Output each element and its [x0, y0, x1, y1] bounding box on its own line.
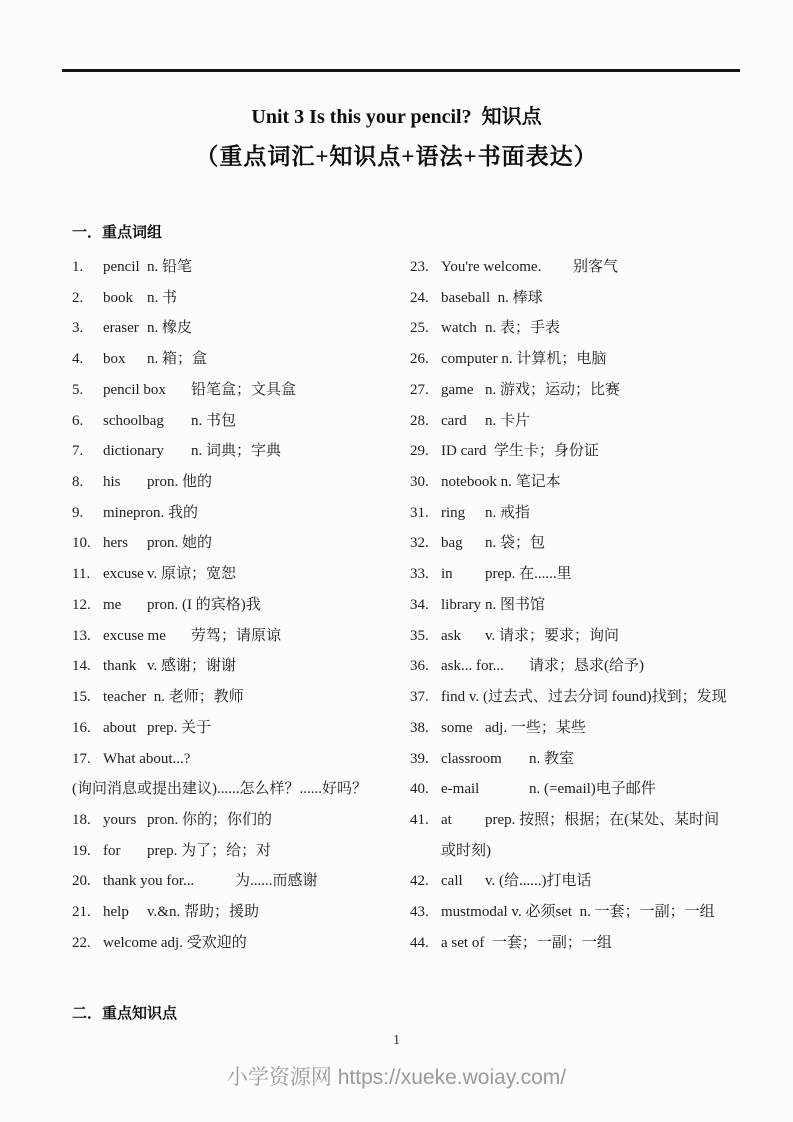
- item-number: 16.: [72, 719, 91, 736]
- item-text: thank you for... 为......而感谢: [103, 873, 318, 890]
- item-text: library n. 图书馆: [441, 596, 546, 613]
- item-text: pencil n. 铅笔: [103, 259, 193, 275]
- item-text: some adj. 一些；某些: [441, 719, 586, 736]
- item-text: book n. 书: [103, 289, 178, 306]
- item-text: minepron. 我的: [103, 504, 198, 521]
- item-number: 34.: [410, 596, 429, 613]
- item-text: about prep. 关于: [103, 719, 212, 736]
- header-rule: [62, 69, 740, 72]
- item-text: thank v. 感谢；谢谢: [103, 658, 237, 675]
- vocab-item: [410, 866, 732, 897]
- item-text: welcome adj. 受欢迎的: [103, 934, 247, 951]
- item-number: 39.: [410, 750, 429, 767]
- item-text: mustmodal v. 必须set n. 一套；一副；一组: [441, 904, 715, 921]
- page-subtitle: （重点词汇+知识点+语法+书面表达）: [195, 144, 598, 169]
- vocab-item: [410, 467, 732, 498]
- item-number: 33.: [410, 566, 429, 583]
- item-number: 37.: [410, 689, 429, 706]
- vocab-item: [72, 897, 410, 928]
- footer-watermark: 小学资源网 https://xueke.woiay.com/: [226, 1066, 567, 1089]
- item-number: 3.: [72, 320, 84, 337]
- item-number: 40.: [410, 781, 429, 798]
- vocab-item: [410, 313, 732, 344]
- page-number: 1: [393, 1032, 400, 1047]
- vocab-item: [410, 805, 732, 836]
- item-number: 36.: [410, 658, 429, 675]
- item-text: What about...?: [103, 750, 191, 767]
- item-text: schoolbag n. 书包: [103, 412, 237, 429]
- item-number: 23.: [410, 259, 429, 275]
- item-number: 13.: [72, 627, 91, 644]
- item-number: 14.: [72, 658, 91, 675]
- item-text: game n. 游戏；运动；比赛: [441, 381, 621, 398]
- item-number: 22.: [72, 934, 91, 951]
- item-text: ID card 学生卡；身份证: [441, 443, 599, 460]
- vocab-item: [72, 590, 410, 621]
- vocab-item: [72, 928, 410, 959]
- vocab-item: [410, 744, 732, 775]
- vocab-item: [410, 283, 732, 314]
- item-number: 8.: [72, 474, 84, 491]
- item-text: excuse v. 原谅；宽恕: [103, 566, 237, 583]
- item-text: baseball n. 棒球: [441, 289, 543, 306]
- item-text: classroom n. 教室: [441, 750, 575, 767]
- item-number: 43.: [410, 904, 429, 921]
- item-text: hers pron. 她的: [103, 535, 212, 552]
- item-number: 35.: [410, 627, 429, 644]
- item-text: help v.&n. 帮助；援助: [103, 904, 259, 921]
- item-number: 12.: [72, 596, 91, 613]
- item-number: 26.: [410, 351, 429, 368]
- item-number: 31.: [410, 504, 429, 521]
- vocab-item: [72, 744, 410, 775]
- item-number: 18.: [72, 811, 91, 828]
- vocab-item: [72, 621, 410, 652]
- vocab-item: [72, 836, 410, 867]
- item-continuation: 或时刻): [441, 842, 491, 859]
- page-title: Unit 3 Is this your pencil? 知识点: [251, 106, 542, 128]
- item-number: 30.: [410, 474, 429, 491]
- item-text: in prep. 在......里: [441, 566, 572, 583]
- vocab-item: [72, 406, 410, 437]
- item-number: 15.: [72, 689, 91, 706]
- item-text: ask... for... 请求；恳求(给予): [441, 658, 644, 675]
- item-number: 20.: [72, 873, 91, 890]
- item-text: find v. (过去式、过去分词 found)找到；发现: [441, 689, 727, 706]
- item-text: for prep. 为了；给；对: [103, 842, 272, 859]
- vocab-item: [72, 344, 410, 375]
- vocab-item: [72, 559, 410, 590]
- vocab-item: [410, 406, 732, 437]
- vocab-item: [410, 436, 732, 467]
- item-number: 28.: [410, 412, 429, 429]
- item-number: 4.: [72, 351, 84, 368]
- vocab-item: [72, 436, 410, 467]
- item-number: 41.: [410, 811, 429, 828]
- item-text: notebook n. 笔记本: [441, 474, 561, 491]
- item-text: me pron. (I 的宾格)我: [103, 596, 261, 613]
- vocab-item: [410, 344, 732, 375]
- item-text: eraser n. 橡皮: [103, 320, 193, 337]
- item-text: a set of 一套；一副；一组: [441, 934, 612, 951]
- vocab-item: [72, 467, 410, 498]
- item-number: 42.: [410, 873, 429, 890]
- item-number: 44.: [410, 934, 429, 951]
- vocab-item: [410, 375, 732, 406]
- item-text: card n. 卡片: [441, 412, 531, 429]
- item-text: teacher n. 老师；教师: [103, 689, 244, 706]
- vocab-item: [410, 498, 732, 529]
- item-number: 21.: [72, 904, 91, 921]
- item-number: 29.: [410, 443, 429, 460]
- item-text: excuse me 劳驾；请原谅: [103, 627, 282, 644]
- item-text: box n. 箱；盒: [103, 351, 208, 368]
- vocab-column-right: [410, 252, 732, 959]
- item-continuation: (询问消息或提出建议)......怎么样？......好吗？: [72, 781, 367, 798]
- item-text: e-mail n. (=email)电子邮件: [441, 781, 656, 798]
- vocab-column-left: [72, 252, 410, 959]
- item-number: 11.: [72, 566, 91, 583]
- section-heading-key-points: 二．重点知识点: [72, 1005, 178, 1022]
- vocab-item: [410, 713, 732, 744]
- vocab-item: [72, 682, 410, 713]
- item-text: watch n. 表；手表: [441, 320, 561, 337]
- vocab-item: [72, 375, 410, 406]
- vocab-item: [72, 313, 410, 344]
- vocab-item: [72, 713, 410, 744]
- vocab-item: [410, 252, 732, 283]
- vocab-item: [410, 774, 732, 805]
- item-text: ask v. 请求；要求；询问: [441, 627, 620, 644]
- item-text: call v. (给......)打电话: [441, 873, 592, 890]
- item-text: his pron. 他的: [103, 474, 212, 491]
- item-text: You're welcome. 别客气: [441, 259, 619, 275]
- vocab-item: [72, 651, 410, 682]
- vocab-item: [72, 252, 410, 283]
- item-number: 5.: [72, 381, 84, 398]
- vocab-item: [410, 682, 732, 713]
- item-number: 24.: [410, 289, 429, 306]
- vocab-item: [410, 651, 732, 682]
- item-number: 17.: [72, 750, 91, 767]
- item-number: 38.: [410, 719, 429, 736]
- vocab-item: [72, 528, 410, 559]
- item-number: 19.: [72, 842, 91, 859]
- item-text: ring n. 戒指: [441, 504, 531, 521]
- item-text: pencil box 铅笔盒；文具盒: [103, 381, 297, 398]
- item-text: computer n. 计算机；电脑: [441, 351, 607, 368]
- vocab-item: [72, 498, 410, 529]
- item-number: 32.: [410, 535, 429, 552]
- item-text: dictionary n. 词典；字典: [103, 443, 282, 460]
- item-number: 9.: [72, 504, 84, 521]
- item-text: bag n. 袋；包: [441, 535, 546, 552]
- vocab-item: [72, 805, 410, 836]
- item-text: at prep. 按照；根据；在(某处、某时间: [441, 811, 720, 828]
- vocab-item: [410, 897, 732, 928]
- vocab-columns: [72, 252, 732, 959]
- item-number: 25.: [410, 320, 429, 337]
- vocab-item: [410, 559, 732, 590]
- vocab-item: [410, 528, 732, 559]
- vocab-item: [72, 283, 410, 314]
- item-number: 6.: [72, 412, 84, 429]
- vocab-item: [410, 590, 732, 621]
- vocab-item: [72, 866, 410, 897]
- section-heading-key-words: 一．重点词组: [72, 224, 163, 241]
- item-number: 2.: [72, 289, 84, 306]
- item-number: 27.: [410, 381, 429, 398]
- vocab-item: [410, 928, 732, 959]
- item-number: 10.: [72, 535, 91, 552]
- item-text: yours pron. 你的；你们的: [103, 811, 272, 828]
- item-number: 7.: [72, 443, 84, 460]
- item-number: 1.: [72, 259, 84, 275]
- vocab-item: [410, 621, 732, 652]
